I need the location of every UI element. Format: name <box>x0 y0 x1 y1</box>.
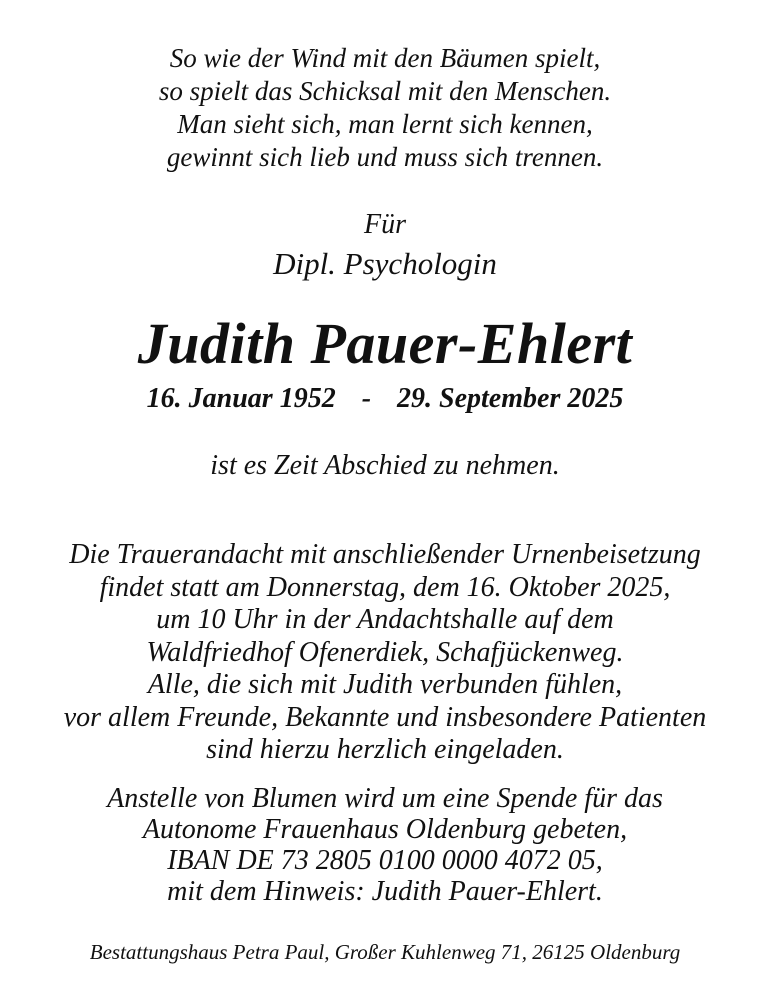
farewell-line: ist es Zeit Abschied zu nehmen. <box>210 450 560 481</box>
donation-request <box>0 783 770 907</box>
ceremony-line: um 10 Uhr in der Andachtshalle auf dem <box>156 604 614 635</box>
ceremony-line: Alle, die sich mit Judith verbunden fühlen, <box>147 669 623 700</box>
funeral-home-info: Bestattungshaus Petra Paul, Großer Kuhlenweg 71, 26125 Oldenburg <box>89 939 681 964</box>
donation-line: Autonome Frauenhaus Oldenburg gebeten, <box>142 813 628 845</box>
donation-line: Anstelle von Blumen wird um eine Spende für das <box>107 782 663 814</box>
deceased-name: Judith Pauer-Ehlert <box>137 311 633 376</box>
life-dates <box>0 381 770 417</box>
death-date: 29. September 2025 <box>397 383 624 414</box>
memorial-poem <box>0 42 770 174</box>
ceremony-line: Die Trauerandacht mit anschließender Urnenbeisetzung <box>69 539 701 570</box>
poem-line: Man sieht sich, man lernt sich kennen, <box>177 109 593 139</box>
poem-line: So wie der Wind mit den Bäumen spielt, <box>169 43 601 73</box>
ceremony-details <box>0 539 770 767</box>
intro-fuer: Für <box>364 209 406 240</box>
deceased-professional-title: Dipl. Psychologin <box>273 246 497 281</box>
poem-line: gewinnt sich lieb und muss sich trennen. <box>166 142 604 172</box>
donation-line: mit dem Hinweis: Judith Pauer-Ehlert. <box>167 875 603 907</box>
ceremony-line: vor allem Freunde, Bekannte und insbesondere Patienten <box>63 701 707 733</box>
donation-iban: IBAN DE 73 2805 0100 0000 4072 05, <box>167 844 603 876</box>
ceremony-line: findet statt am Donnerstag, dem 16. Oktober 2025, <box>99 571 671 603</box>
ceremony-line: Waldfriedhof Ofenerdiek, Schafjückenweg. <box>146 636 624 668</box>
dates-separator: - <box>361 383 372 414</box>
poem-line: so spielt das Schicksal mit den Menschen. <box>158 76 612 106</box>
ceremony-line: sind hierzu herzlich eingeladen. <box>206 734 564 765</box>
birth-date: 16. Januar 1952 <box>146 383 336 414</box>
